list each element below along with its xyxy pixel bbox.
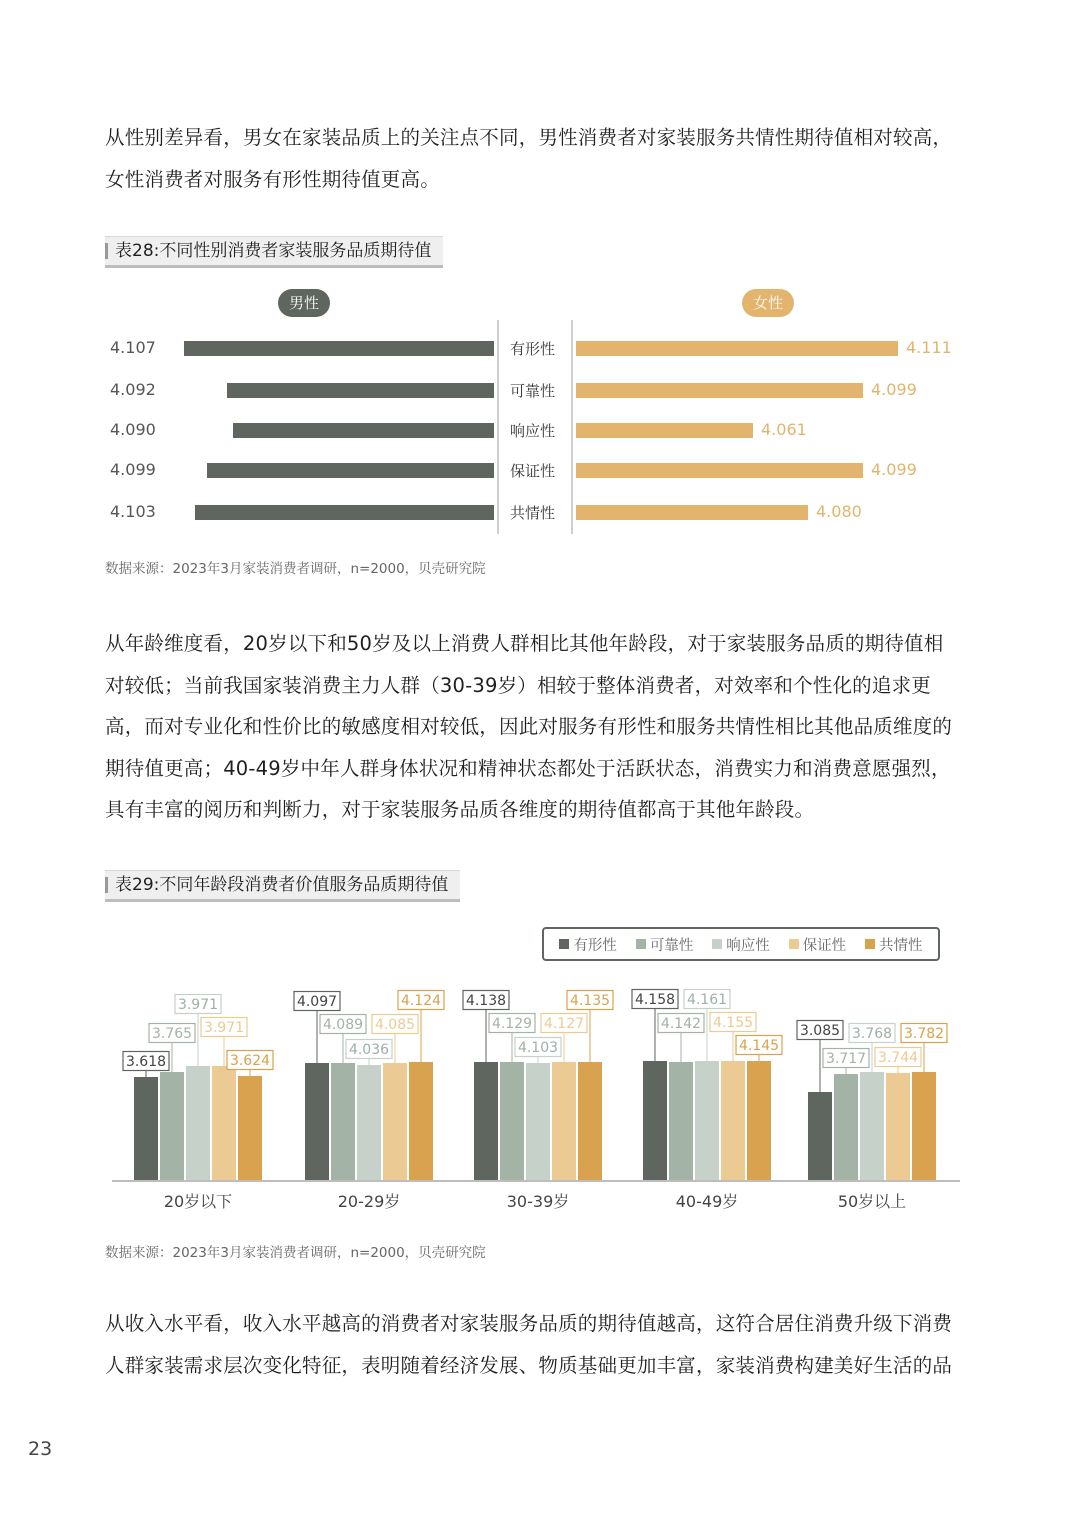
age-line-5: 具有丰富的阅历和判断力，对于家装服务品质各维度的期待值都高于其他年龄段。 bbox=[105, 798, 815, 821]
dimension-label: 保证性 bbox=[510, 462, 556, 480]
dimension-label: 响应性 bbox=[510, 422, 556, 440]
male-bar bbox=[195, 505, 494, 520]
value-label: 4.127 bbox=[543, 1016, 585, 1032]
male-value: 4.103 bbox=[110, 502, 156, 521]
value-label: 3.782 bbox=[903, 1026, 945, 1042]
bar-有形性 bbox=[643, 1061, 667, 1180]
dimension-label: 有形性 bbox=[510, 340, 556, 358]
value-label: 4.097 bbox=[296, 994, 338, 1010]
value-label: 4.129 bbox=[491, 1016, 533, 1032]
bar-可靠性 bbox=[160, 1072, 184, 1180]
income-line-1: 从收入水平看，收入水平越高的消费者对家装服务品质的期待值越高，这符合居住消费升级下消费 bbox=[105, 1312, 953, 1335]
bar-共情性 bbox=[747, 1061, 771, 1180]
value-label: 4.036 bbox=[348, 1042, 390, 1058]
bar-响应性 bbox=[186, 1066, 210, 1180]
bar-响应性 bbox=[526, 1063, 550, 1180]
male-bar bbox=[227, 383, 494, 398]
female-value: 4.111 bbox=[906, 338, 952, 357]
legend-label: 可靠性 bbox=[649, 937, 694, 954]
page-number: 23 bbox=[28, 1438, 53, 1460]
bar-保证性 bbox=[886, 1073, 910, 1180]
bar-可靠性 bbox=[669, 1062, 693, 1180]
male-value: 4.099 bbox=[110, 460, 156, 479]
bar-有形性 bbox=[808, 1092, 832, 1180]
bar-响应性 bbox=[695, 1061, 719, 1180]
bar-共情性 bbox=[409, 1062, 433, 1180]
category-label: 50岁以上 bbox=[837, 1192, 907, 1211]
legend-item bbox=[636, 934, 694, 955]
value-label: 4.124 bbox=[400, 993, 442, 1009]
value-label: 3.624 bbox=[229, 1053, 271, 1069]
category-label: 40-49岁 bbox=[675, 1192, 739, 1211]
male-value: 4.107 bbox=[110, 338, 156, 357]
male-label: 男性 bbox=[278, 289, 330, 317]
table28-title: 表28:不同性别消费者家装服务品质期待值 bbox=[105, 236, 443, 268]
female-value: 4.061 bbox=[761, 420, 807, 439]
table28-source: 数据来源：2023年3月家装消费者调研，n=2000，贝壳研究院 bbox=[105, 561, 486, 577]
bar-响应性 bbox=[357, 1065, 381, 1180]
bar-响应性 bbox=[860, 1072, 884, 1180]
bar-有形性 bbox=[474, 1062, 498, 1180]
value-label: 3.971 bbox=[203, 1020, 245, 1036]
male-bar bbox=[184, 341, 494, 356]
value-label: 3.085 bbox=[799, 1023, 841, 1039]
legend-item bbox=[865, 934, 923, 955]
value-label: 4.161 bbox=[686, 992, 728, 1008]
bar-可靠性 bbox=[834, 1074, 858, 1180]
intro-line-2: 女性消费者对服务有形性期待值更高。 bbox=[105, 167, 440, 191]
female-value: 4.099 bbox=[871, 460, 917, 479]
bar-共情性 bbox=[912, 1072, 936, 1180]
income-paragraph bbox=[105, 1303, 975, 1386]
value-label: 3.971 bbox=[177, 997, 219, 1013]
bar-有形性 bbox=[305, 1063, 329, 1180]
bar-可靠性 bbox=[331, 1063, 355, 1180]
value-label: 4.138 bbox=[465, 993, 507, 1009]
bar-保证性 bbox=[212, 1066, 236, 1180]
table29-source: 数据来源：2023年3月家装消费者调研，n=2000，贝壳研究院 bbox=[105, 1245, 486, 1261]
bar-共情性 bbox=[238, 1076, 262, 1180]
age-line-2: 对较低；当前我国家装消费主力人群（30-39岁）相较于整体消费者，对效率和个性化的追求更 bbox=[105, 673, 931, 697]
age-paragraph bbox=[105, 623, 975, 831]
value-label: 4.158 bbox=[634, 992, 676, 1008]
intro-paragraph bbox=[105, 117, 975, 200]
bar-有形性 bbox=[134, 1077, 158, 1180]
age-line-3: 高，而对专业化和性价比的敏感度相对较低，因此对服务有形性和服务共情性相比其他品质维度的 bbox=[105, 715, 953, 738]
value-label: 4.089 bbox=[322, 1017, 364, 1033]
value-label: 4.155 bbox=[712, 1015, 754, 1031]
female-axis-line bbox=[571, 320, 573, 534]
legend-label: 保证性 bbox=[802, 937, 847, 954]
male-axis-line bbox=[497, 320, 499, 534]
dimension-label: 共情性 bbox=[510, 504, 556, 522]
bar-共情性 bbox=[578, 1062, 602, 1180]
legend-item bbox=[712, 934, 770, 955]
legend-label: 响应性 bbox=[726, 937, 770, 954]
legend-item bbox=[559, 934, 617, 955]
age-bar-chart bbox=[0, 970, 1080, 1230]
value-label: 3.618 bbox=[125, 1054, 167, 1070]
bar-保证性 bbox=[383, 1063, 407, 1180]
age-line-1: 从年龄维度看，20岁以下和50岁及以上消费人群相比其他年龄段，对于家装服务品质的期待值相 bbox=[105, 632, 944, 655]
legend-item bbox=[789, 934, 847, 955]
male-bar bbox=[233, 423, 494, 438]
legend-label: 共情性 bbox=[879, 937, 923, 954]
value-label: 4.135 bbox=[569, 993, 611, 1009]
bar-保证性 bbox=[552, 1062, 576, 1180]
category-label: 20岁以下 bbox=[163, 1192, 233, 1211]
value-label: 3.768 bbox=[851, 1026, 893, 1042]
female-bar bbox=[576, 463, 863, 478]
value-label: 3.717 bbox=[825, 1051, 867, 1067]
male-value: 4.090 bbox=[110, 420, 156, 439]
category-label: 30-39岁 bbox=[506, 1192, 570, 1211]
income-line-2: 人群家装需求层次变化特征，表明随着经济发展、物质基础更加丰富，家装消费构建美好生活的品 bbox=[105, 1353, 953, 1377]
value-label: 3.765 bbox=[151, 1026, 193, 1042]
intro-line-1: 从性别差异看，男女在家装品质上的关注点不同，男性消费者对家装服务共情性期待值相对较高， bbox=[105, 126, 953, 149]
female-value: 4.080 bbox=[816, 502, 862, 521]
age-line-4: 期待值更高；40-49岁中年人群身体状况和精神状态都处于活跃状态，消费实力和消费意愿强烈， bbox=[105, 756, 951, 780]
legend-label: 有形性 bbox=[573, 937, 617, 954]
value-label: 4.103 bbox=[517, 1040, 559, 1056]
chart-legend bbox=[542, 927, 940, 961]
value-label: 4.142 bbox=[660, 1016, 702, 1032]
category-label: 20-29岁 bbox=[337, 1192, 401, 1211]
female-value: 4.099 bbox=[871, 380, 917, 399]
female-label: 女性 bbox=[742, 289, 794, 317]
male-value: 4.092 bbox=[110, 380, 156, 399]
bar-可靠性 bbox=[500, 1062, 524, 1180]
value-label: 4.145 bbox=[738, 1038, 780, 1054]
dimension-label: 可靠性 bbox=[510, 382, 556, 400]
male-bar bbox=[207, 463, 494, 478]
female-bar bbox=[576, 423, 753, 438]
female-bar bbox=[576, 341, 898, 356]
bar-保证性 bbox=[721, 1061, 745, 1180]
value-label: 4.085 bbox=[374, 1017, 416, 1033]
female-bar bbox=[576, 505, 808, 520]
female-bar bbox=[576, 383, 863, 398]
value-label: 3.744 bbox=[877, 1050, 919, 1066]
table29-title: 表29:不同年龄段消费者价值服务品质期待值 bbox=[105, 870, 460, 902]
